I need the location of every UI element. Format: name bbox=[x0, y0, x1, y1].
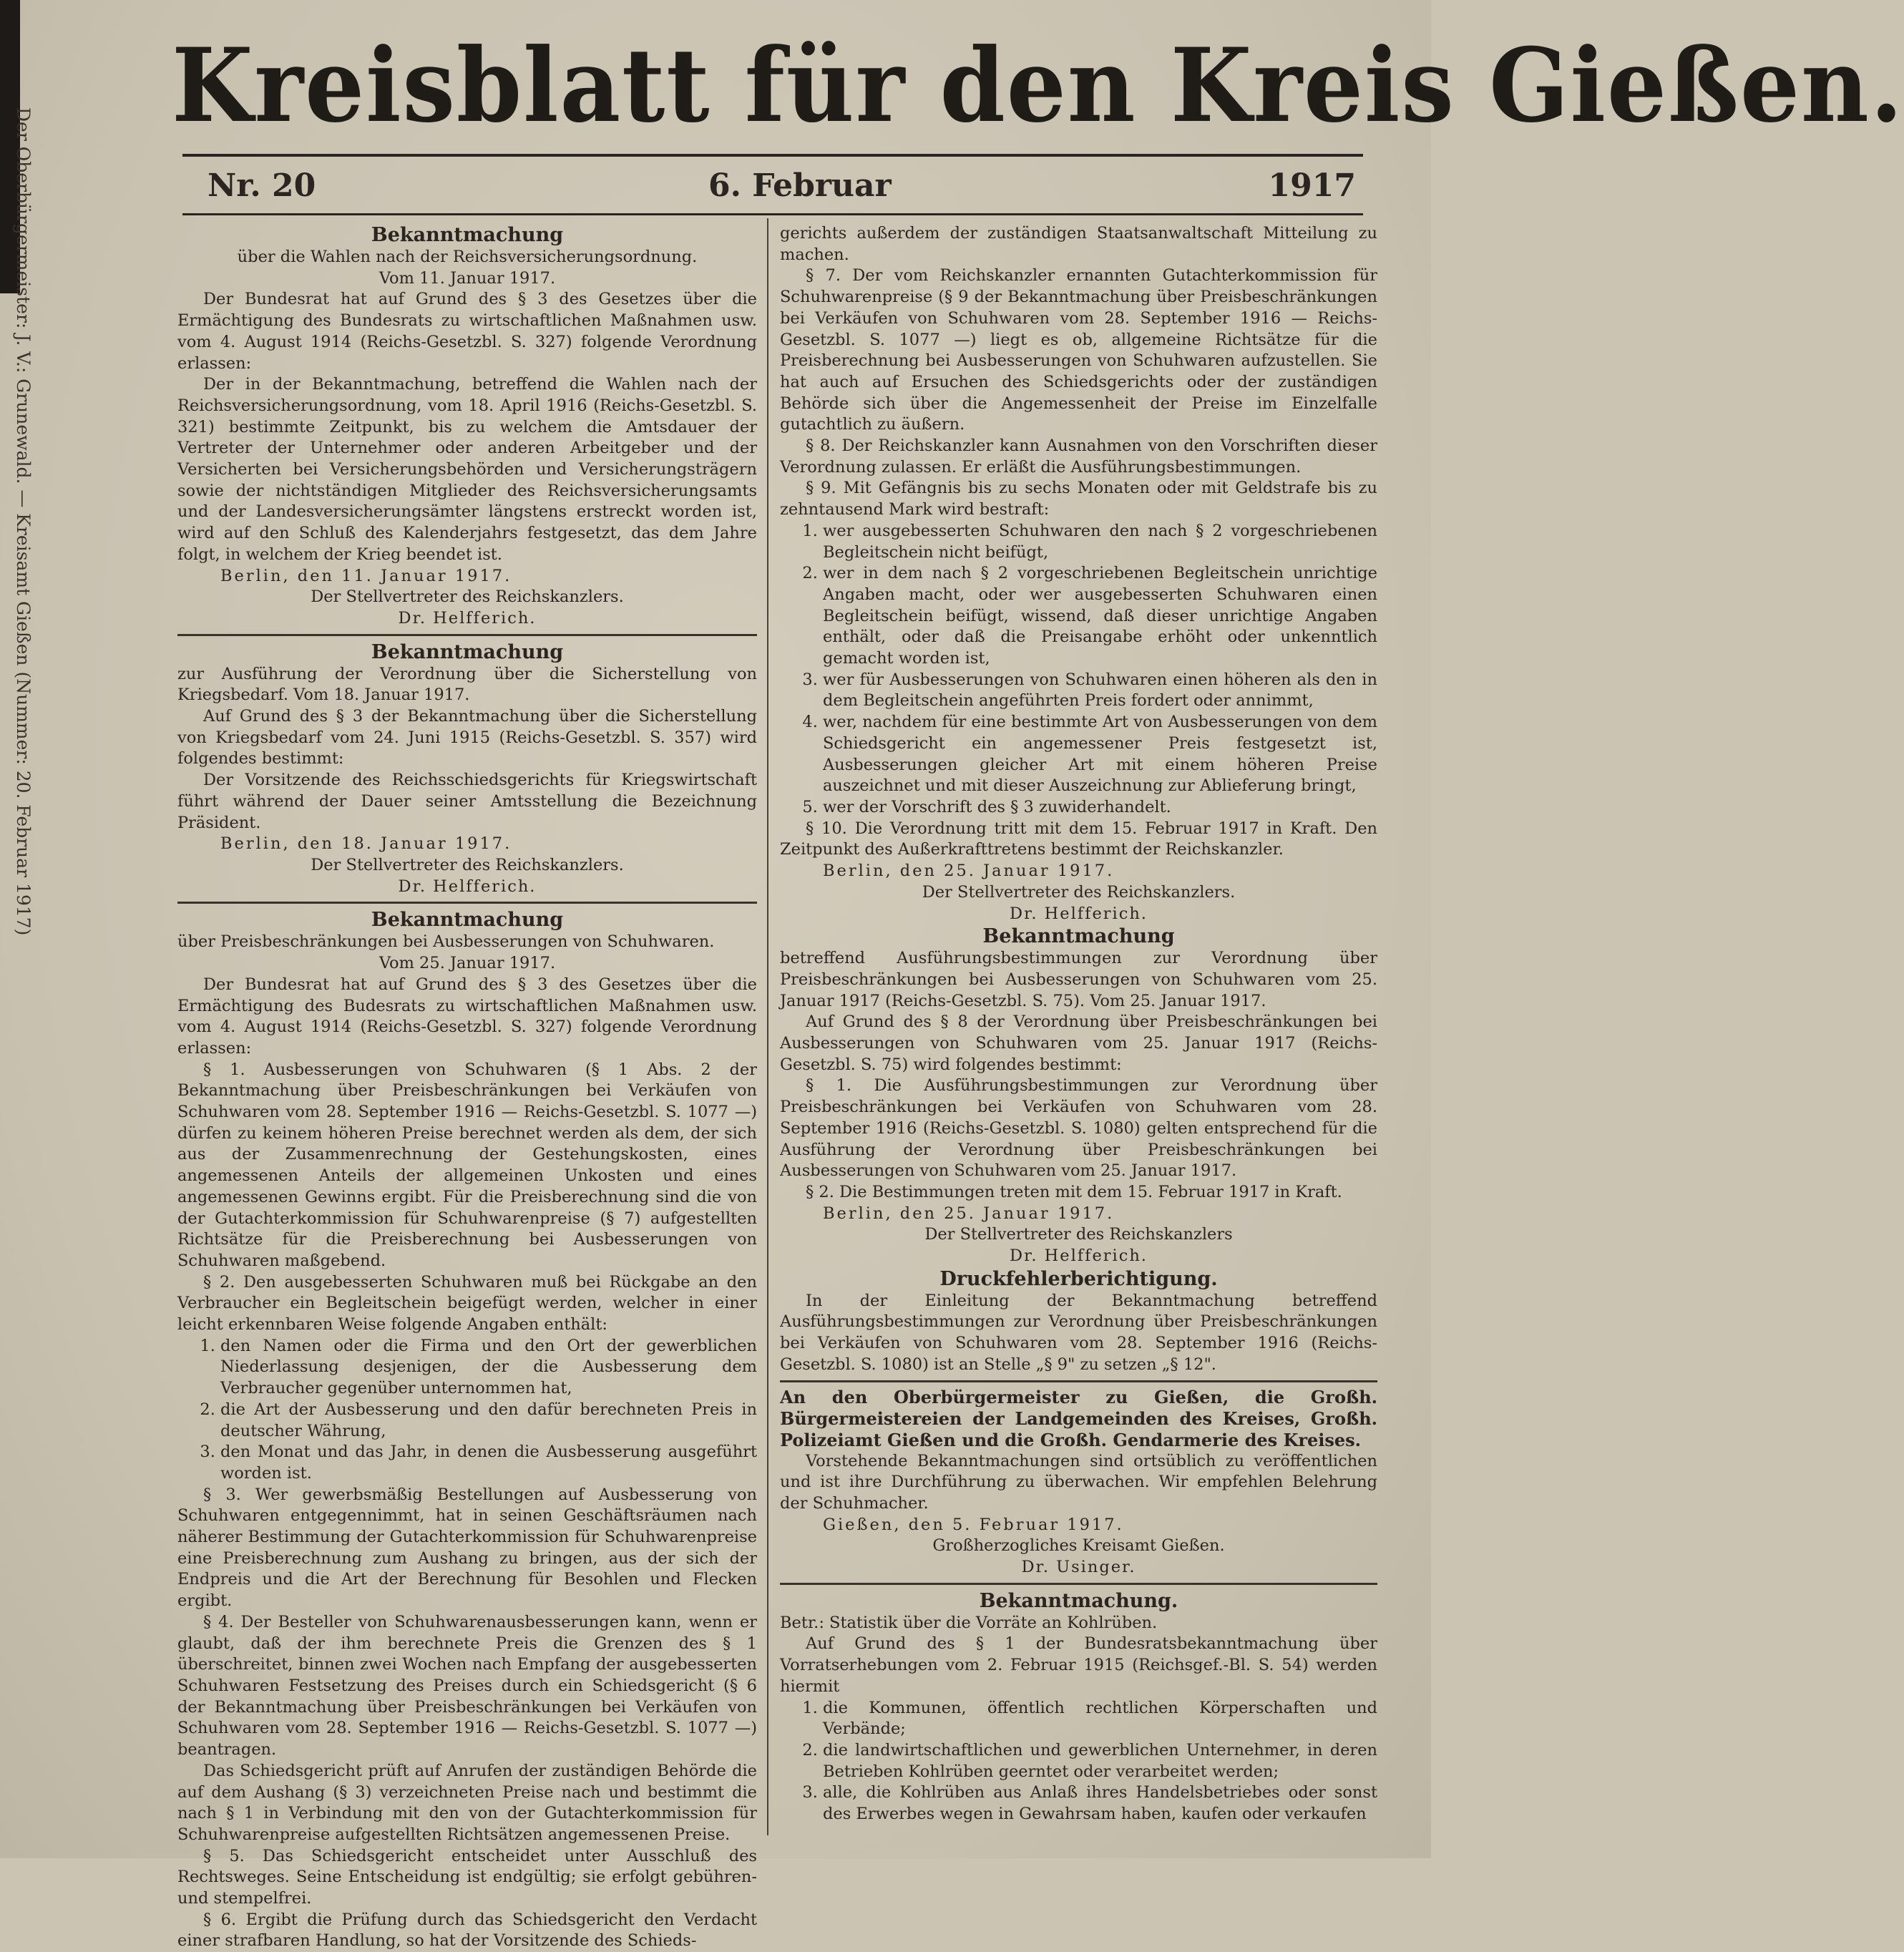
masthead-title: Kreisblatt für den Kreis Gießen. bbox=[172, 26, 1904, 145]
list-item: 3. den Monat und das Jahr, in denen die Ausbesserung ausgeführt worden ist. bbox=[220, 1442, 757, 1484]
paragraph: Auf Grund des § 8 der Verordnung über Preisbeschränkungen bei Ausbesserungen von Schuhwaren vom 25. Januar 1917 (Reichs-Gesetzbl. S. 75) wird folgendes bestimmt: bbox=[780, 1012, 1377, 1074]
left-column bbox=[177, 223, 757, 1952]
numbered-list bbox=[780, 521, 1377, 819]
column-separator bbox=[767, 218, 768, 1835]
list-item: 2. die landwirtschaftlichen und gewerblichen Unternehmer, in deren Betrieben Kohlrüben geerntet oder verarbeitet werden; bbox=[823, 1740, 1377, 1782]
signature-place: Gießen, den 5. Februar 1917. bbox=[823, 1515, 1124, 1534]
notice-date: Vom 11. Januar 1917. bbox=[379, 268, 556, 288]
paragraph: Der in der Bekanntmachung, betreffend die Wahlen nach der Reichsversicherungsordnung, vom 18. April 1916 (Reichs-Gesetzbl. S. 321) bestimmte Zeitpunkt, bis zu welchem die Amtsdauer der Vertreter der Unternehmer oder anderen Arbeitgeber und der Versicherten bei Versicherungsbehörden und Versicherungsträgern sowie der nichtständigen Mitglieder des Reichsversicherungsamts und der Landesversicherungsämter längstens erstreckt worden ist, wird auf den Schluß des Kalenderjahrs festgesetzt, das dem Jahre folgt, in welchem der Krieg beendet ist. bbox=[177, 375, 757, 564]
signature-title: Der Stellvertreter des Reichskanzlers. bbox=[311, 587, 624, 607]
addressee-paragraph: An den Oberbürgermeister zu Gießen, die Großh. Bürgermeistereien der Landgemeinden des Kreises, Großh. Polizeiamt Gießen und die Großh. Gendarmerie des Kreises. bbox=[780, 1386, 1377, 1450]
notice-heading: Bekanntmachung bbox=[371, 224, 564, 246]
list-item: 2. wer in dem nach § 2 vorgeschriebenen Begleitschein unrichtige Angaben macht, oder wer ausgebesserten Schuhwaren einen Begleitschein beifügt, wissend, daß dieser unrichtige Angaben enthält, oder daß die Preisangabe erhöht oder unkenntlich gemacht worden ist, bbox=[823, 563, 1377, 670]
paragraph: § 3. Wer gewerbsmäßig Bestellungen auf Ausbesserung von Schuhwaren entgegennimmt, hat in seinen Geschäftsräumen nach näherer Bestimmung der Gutachterkommission für Schuhwarenpreise eine Preisberechnung zum Aushang zu bringen, aus der sich der Endpreis und die Art der Berechnung für Besohlen und Flecken ergibt. bbox=[177, 1485, 757, 1611]
signature-title: Der Stellvertreter des Reichskanzlers. bbox=[311, 855, 624, 874]
list-item: 1. die Kommunen, öffentlich rechtlichen Körperschaften und Verbände; bbox=[823, 1698, 1377, 1740]
notice-heading: Bekanntmachung bbox=[371, 640, 564, 663]
signature-name: Dr. Usinger. bbox=[1021, 1558, 1136, 1577]
list-item: 5. wer der Vorschrift des § 3 zuwiderhandelt. bbox=[823, 797, 1377, 819]
paragraph: Das Schiedsgericht prüft auf Anrufen der zuständigen Behörde die auf dem Aushang (§ 3) verzeichneten Preise nach und bestimmt die nach § 1 in Verbindung mit den von der Gutachterkommission für Schuhwarenpreise aufgestellten Richtsätzen angemessenen Preise. bbox=[177, 1761, 757, 1844]
issue-rule bbox=[182, 213, 1363, 215]
paragraph: Vorstehende Bekanntmachungen sind ortsüblich zu veröffentlichen und ist ihre Durchführung zu überwachen. Wir empfehlen Belehrung der Schuhmacher. bbox=[780, 1451, 1377, 1513]
signature-name: Dr. Helfferich. bbox=[1010, 904, 1148, 923]
list-item: 3. alle, die Kohlrüben aus Anlaß ihres Handelsbetriebes oder sonst des Erwerbes wegen in Gewahrsam haben, kaufen oder verkaufen bbox=[823, 1782, 1377, 1825]
notice-erratum bbox=[780, 1267, 1377, 1376]
notice-instructions bbox=[780, 1387, 1377, 1578]
list-item: 1. wer ausgebesserten Schuhwaren den nach § 2 vorgeschriebenen Begleitschein nicht beifügt, bbox=[823, 521, 1377, 563]
paragraph: § 2. Die Bestimmungen treten mit dem 15. Februar 1917 in Kraft. bbox=[806, 1182, 1342, 1201]
paragraph: § 5. Das Schiedsgericht entscheidet unter Ausschluß des Rechtsweges. Seine Entscheidung ist endgültig; sie erfolgt gebühren- und stempelfrei. bbox=[177, 1846, 757, 1908]
section-rule bbox=[177, 902, 757, 904]
paragraph: § 9. Mit Gefängnis bis zu sechs Monaten oder mit Geldstrafe bis zu zehntausend Mark wird bestraft: bbox=[780, 479, 1377, 519]
notice-implementation bbox=[780, 924, 1377, 1267]
paragraph: § 2. Den ausgebesserten Schuhwaren muß bei Rückgabe an den Verbraucher ein Begleitschein beigefügt werden, welcher in einer leicht erkennbaren Weise folgende Angaben enthält: bbox=[177, 1272, 757, 1334]
list-item: 3. wer für Ausbesserungen von Schuhwaren einen höheren als den in dem Begleitschein angeführten Preis fordert oder annimmt, bbox=[823, 670, 1377, 712]
right-column bbox=[780, 223, 1377, 1825]
signature-place: Berlin, den 25. Januar 1917. bbox=[823, 1204, 1115, 1223]
list-item: 2. die Art der Ausbesserung und den dafür berechneten Preis in deutscher Währung, bbox=[220, 1400, 757, 1442]
paragraph: § 7. Der vom Reichskanzler ernannten Gutachterkommission für Schuhwarenpreise (§ 9 der Bekanntmachung über Preisbeschränkungen bei Verkäufen von Schuhwaren vom 28. September 1916 — Reichs-Gesetzbl. S. 1077 —) liegt es ob, allgemeine Richtsätze für die Preisberechnung bei Ausbesserungen von Schuhwaren aufzustellen. Sie hat auch auf Ersuchen des Schiedsgerichts oder der zuständigen Behörde sich über die Angemessenheit der Preise im Einzelfalle gutachtlich zu äußern. bbox=[780, 266, 1377, 434]
notice-heading: Bekanntmachung bbox=[371, 909, 564, 932]
issue-line bbox=[208, 163, 1363, 209]
paragraph: Auf Grund des § 1 der Bundesratsbekanntmachung über Vorratserhebungen vom 2. Februar 1915 (Reichsgef.-Bl. S. 54) werden hiermit bbox=[780, 1634, 1377, 1696]
section-rule bbox=[780, 1583, 1377, 1585]
section-rule bbox=[780, 1380, 1377, 1382]
paragraph: § 6. Ergibt die Prüfung durch das Schiedsgericht den Verdacht einer strafbaren Handlung, so hat der Vorsitzende des Schieds- bbox=[177, 1910, 757, 1951]
paragraph: § 1. Die Ausführungsbestimmungen zur Verordnung über Preisbeschränkungen bei Verkäufen von Schuhwaren vom 28. September 1916 (Reichs-Gesetzbl. S. 1080) gelten entsprechend für die Ausführung der Verordnung über Preisbeschränkungen bei Ausbesserungen von Schuhwaren vom 25. Januar 1917. bbox=[780, 1076, 1377, 1181]
notice-turnip-statistics bbox=[780, 1589, 1377, 1825]
list-item: 1. den Namen oder die Firma und den Ort der gewerblichen Niederlassung desjenigen, der die Ausbesserung dem Verbraucher gegenüber unternommen hat, bbox=[220, 1336, 757, 1400]
notice-subtitle: über Preisbeschränkungen bei Ausbesserungen von Schuhwaren. bbox=[177, 932, 715, 952]
signature-name: Dr. Helfferich. bbox=[398, 877, 537, 896]
numbered-list bbox=[177, 1336, 757, 1485]
paragraph: Der Vorsitzende des Reichsschiedsgerichts für Kriegswirtschaft führt während der Dauer seiner Amtsstellung die Bezeichnung Präsident. bbox=[177, 771, 757, 832]
subject-line: Betr.: Statistik über die Vorräte an Kohlrüben. bbox=[780, 1613, 1158, 1632]
signature-title: Großherzogliches Kreisamt Gießen. bbox=[932, 1536, 1225, 1556]
signature-name: Dr. Helfferich. bbox=[398, 608, 537, 628]
notice-heading: Druckfehlerberichtigung. bbox=[939, 1267, 1218, 1290]
section-rule bbox=[177, 634, 757, 636]
paragraph: § 10. Die Verordnung tritt mit dem 15. Februar 1917 in Kraft. Den Zeitpunkt des Außerkrafttretens bestimmt der Reichskanzler. bbox=[780, 819, 1377, 859]
notice-shoe-repair-prices bbox=[177, 908, 757, 1952]
notice-subtitle: über die Wahlen nach der Reichsversicherungsordnung. bbox=[237, 248, 698, 266]
signature-place: Berlin, den 18. Januar 1917. bbox=[220, 834, 512, 854]
numbered-list bbox=[780, 1698, 1377, 1825]
notice-heading: Bekanntmachung bbox=[982, 925, 1175, 948]
side-margin-note: Der Oberbürgermeister: J. V.: Grunewald. — Kreisamt Gießen (Nummer: 20. Februar 1917) bbox=[13, 107, 34, 936]
paragraph: In der Einleitung der Bekanntmachung betreffend Ausführungsbestimmungen zur Verordnung über Preisbeschränkungen bei Verkäufen von Schuhwaren vom 28. September 1916 (Reichs-Gesetzbl. S. 1080) ist an Stelle „§ 9" zu setzen „§ 12". bbox=[780, 1291, 1377, 1374]
list-item: 4. wer, nachdem für eine bestimmte Art von Ausbesserungen von dem Schiedsgericht ein angemessener Preis festgesetzt ist, Ausbesserungen gleicher Art mit einem höheren Preise auszeichnet und mit dieser Auszeichnung zur Ablieferung bringt, bbox=[823, 712, 1377, 797]
notice-subtitle: betreffend Ausführungsbestimmungen zur Verordnung über Preisbeschränkungen bei Ausbesserungen von Schuhwaren vom 25. Januar 1917 (Reichs-Gesetzbl. S. 75). Vom 25. Januar 1917. bbox=[780, 949, 1377, 1010]
paragraph: § 4. Der Besteller von Schuhwarenausbesserungen kann, wenn er glaubt, daß der ihm berechnete Preis die Grenzen des § 1 überschreitet, binnen zwei Wochen nach Empfang der ausgebesserten Schuhwaren Festsetzung des Preises durch ein Schiedsgericht (§ 6 der Bekanntmachung über Preisbeschränkungen bei Verkäufen von Schuhwaren vom 28. September 1916 — Reichs-Gesetzbl. S. 1077 —) beantragen. bbox=[177, 1612, 757, 1760]
issue-date: 6. Februar bbox=[708, 167, 892, 204]
paragraph: Der Bundesrat hat auf Grund des § 3 des Gesetzes über die Ermächtigung des Budesrats zu wirtschaftlichen Maßnahmen usw. vom 4. August 1914 (Reichs-Gesetzbl. S. 327) folgende Verordnung erlassen: bbox=[177, 975, 757, 1058]
signature-name: Dr. Helfferich. bbox=[1010, 1246, 1148, 1266]
paragraph: § 1. Ausbesserungen von Schuhwaren (§ 1 Abs. 2 der Bekanntmachung über Preisbeschränkungen bei Verkäufen von Schuhwaren vom 28. September 1916 — Reichs-Gesetzbl. S. 1077 —) dürfen zu keinem höheren Preise berechnet werden als dem, der sich aus der Zusammenrechnung der Gestehungskosten, eines angemessenen Anteils der allgemeinen Unkosten und eines angemessenen Gewinns ergibt. Für die Preisberechnung sind die von der Gutachterkommission für Schuhwarenpreise (§ 7) aufgestellten Richtsätze für die Preisberechnung bei Ausbesserungen von Schuhwaren maßgebend. bbox=[177, 1060, 757, 1270]
notice-date: Vom 25. Januar 1917. bbox=[379, 954, 556, 973]
paragraph: Auf Grund des § 3 der Bekanntmachung über die Sicherstellung von Kriegsbedarf vom 24. Juni 1915 (Reichs-Gesetzbl. S. 357) wird folgendes bestimmt: bbox=[177, 707, 757, 768]
signature-place: Berlin, den 11. Januar 1917. bbox=[220, 566, 512, 585]
paragraph: gerichts außerdem der zuständigen Staatsanwaltschaft Mitteilung zu machen. bbox=[780, 224, 1377, 264]
signature-title: Der Stellvertreter des Reichskanzlers. bbox=[922, 882, 1236, 902]
notice-heading: Bekanntmachung. bbox=[979, 1589, 1178, 1612]
notice-elections bbox=[177, 223, 757, 630]
signature-title: Der Stellvertreter des Reichskanzlers bbox=[924, 1225, 1233, 1244]
notice-subtitle: zur Ausführung der Verordnung über die Sicherstellung von Kriegsbedarf. Vom 18. Januar 1917. bbox=[177, 664, 757, 705]
masthead-rule bbox=[182, 154, 1363, 157]
issue-year: 1917 bbox=[1268, 167, 1356, 204]
signature-place: Berlin, den 25. Januar 1917. bbox=[823, 862, 1115, 881]
issue-number: Nr. 20 bbox=[208, 167, 316, 204]
paragraph: § 8. Der Reichskanzler kann Ausnahmen von den Vorschriften dieser Verordnung zulassen. Er erläßt die Ausführungsbestimmungen. bbox=[780, 436, 1377, 477]
notice-war-supplies bbox=[177, 640, 757, 898]
paragraph: Der Bundesrat hat auf Grund des § 3 des Gesetzes über die Ermächtigung des Bundesrats zu wirtschaftlichen Maßnahmen usw. vom 4. August 1914 (Reichs-Gesetzbl. S. 327) folgende Verordnung erlassen: bbox=[177, 290, 757, 373]
